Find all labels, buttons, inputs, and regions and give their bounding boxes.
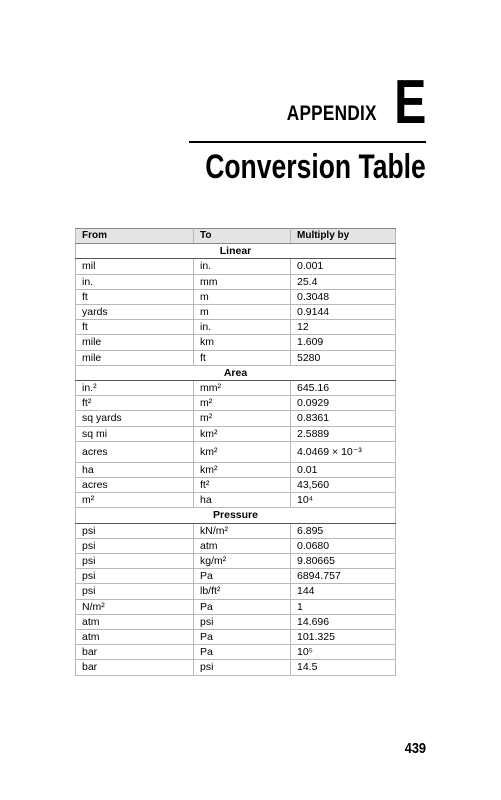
table-row	[76, 462, 396, 477]
cell-to: m	[194, 289, 291, 304]
appendix-heading	[267, 68, 426, 137]
section-title: Linear	[76, 244, 396, 259]
cell-multiply: 0.3048	[291, 289, 396, 304]
cell-multiply: 144	[291, 584, 396, 599]
cell-multiply: 43,560	[291, 478, 396, 493]
table-row	[76, 660, 396, 675]
table-row	[76, 381, 396, 396]
cell-multiply: 1	[291, 599, 396, 614]
table-header-row	[76, 229, 396, 244]
section-header-row	[76, 508, 396, 523]
cell-to: m²	[194, 396, 291, 411]
cell-from: psi	[76, 569, 194, 584]
table-row	[76, 569, 396, 584]
cell-multiply: 14.5	[291, 660, 396, 675]
table-row	[76, 645, 396, 660]
cell-to: Pa	[194, 630, 291, 645]
cell-to: km²	[194, 462, 291, 477]
cell-to: atm	[194, 538, 291, 553]
cell-multiply: 6.895	[291, 523, 396, 538]
table-row	[76, 259, 396, 274]
table-row	[76, 554, 396, 569]
cell-multiply: 6894.757	[291, 569, 396, 584]
cell-from: in.	[76, 274, 194, 289]
table-row	[76, 523, 396, 538]
cell-to: ft	[194, 350, 291, 365]
column-header-from: From	[76, 229, 194, 244]
cell-multiply: 0.001	[291, 259, 396, 274]
cell-from: ft	[76, 320, 194, 335]
cell-from: mile	[76, 335, 194, 350]
cell-multiply: 0.0680	[291, 538, 396, 553]
table-row	[76, 441, 396, 462]
page-title: Conversion Table	[205, 148, 426, 186]
cell-from: bar	[76, 660, 194, 675]
cell-from: atm	[76, 630, 194, 645]
cell-multiply: 1.609	[291, 335, 396, 350]
cell-to: m	[194, 305, 291, 320]
section-title: Area	[76, 365, 396, 380]
cell-from: sq yards	[76, 411, 194, 426]
cell-from: atm	[76, 614, 194, 629]
section-header-row	[76, 244, 396, 259]
table-row	[76, 584, 396, 599]
cell-to: km²	[194, 441, 291, 462]
cell-to: mm²	[194, 381, 291, 396]
cell-from: psi	[76, 584, 194, 599]
cell-multiply: 25.4	[291, 274, 396, 289]
table-row	[76, 289, 396, 304]
title-rule	[189, 141, 426, 143]
table-body	[76, 244, 396, 675]
section-header-row	[76, 365, 396, 380]
cell-from: ft²	[76, 396, 194, 411]
page-number: 439	[404, 740, 426, 757]
cell-multiply: 0.9144	[291, 305, 396, 320]
cell-to: km	[194, 335, 291, 350]
table-row	[76, 350, 396, 365]
cell-multiply: 10⁴	[291, 493, 396, 508]
table-row	[76, 614, 396, 629]
cell-multiply: 0.01	[291, 462, 396, 477]
table-row	[76, 411, 396, 426]
cell-to: in.	[194, 320, 291, 335]
cell-to: ha	[194, 493, 291, 508]
cell-from: mile	[76, 350, 194, 365]
cell-from: ft	[76, 289, 194, 304]
cell-multiply: 10⁵	[291, 645, 396, 660]
cell-multiply: 0.0929	[291, 396, 396, 411]
table-row	[76, 335, 396, 350]
cell-from: psi	[76, 523, 194, 538]
cell-to: Pa	[194, 645, 291, 660]
table-row	[76, 305, 396, 320]
cell-from: psi	[76, 554, 194, 569]
cell-from: bar	[76, 645, 194, 660]
cell-multiply: 14.696	[291, 614, 396, 629]
cell-multiply: 2.5889	[291, 426, 396, 441]
conversion-table	[75, 228, 396, 676]
cell-to: lb/ft²	[194, 584, 291, 599]
cell-from: m²	[76, 493, 194, 508]
cell-from: mil	[76, 259, 194, 274]
table-row	[76, 630, 396, 645]
cell-from: psi	[76, 538, 194, 553]
cell-from: yards	[76, 305, 194, 320]
cell-multiply: 4.0469 × 10⁻³	[291, 441, 396, 462]
cell-to: psi	[194, 660, 291, 675]
cell-from: in.²	[76, 381, 194, 396]
cell-multiply: 0.8361	[291, 411, 396, 426]
cell-to: kg/m²	[194, 554, 291, 569]
cell-to: ft²	[194, 478, 291, 493]
table-row	[76, 478, 396, 493]
cell-multiply: 12	[291, 320, 396, 335]
cell-to: Pa	[194, 569, 291, 584]
cell-from: acres	[76, 478, 194, 493]
cell-from: ha	[76, 462, 194, 477]
cell-multiply: 5280	[291, 350, 396, 365]
cell-from: sq mi	[76, 426, 194, 441]
appendix-label: APPENDIX	[286, 101, 377, 125]
cell-to: psi	[194, 614, 291, 629]
cell-multiply: 101.325	[291, 630, 396, 645]
cell-to: Pa	[194, 599, 291, 614]
section-title: Pressure	[76, 508, 396, 523]
cell-to: in.	[194, 259, 291, 274]
appendix-letter: E	[393, 68, 426, 137]
table-row	[76, 599, 396, 614]
column-header-multiply: Multiply by	[291, 229, 396, 244]
table-row	[76, 538, 396, 553]
cell-multiply: 9.80665	[291, 554, 396, 569]
cell-to: mm	[194, 274, 291, 289]
table-row	[76, 274, 396, 289]
table-row	[76, 320, 396, 335]
cell-to: m²	[194, 411, 291, 426]
cell-to: kN/m²	[194, 523, 291, 538]
column-header-to: To	[194, 229, 291, 244]
table-row	[76, 493, 396, 508]
cell-from: acres	[76, 441, 194, 462]
cell-multiply: 645.16	[291, 381, 396, 396]
cell-to: km²	[194, 426, 291, 441]
cell-from: N/m²	[76, 599, 194, 614]
table-row	[76, 426, 396, 441]
table-row	[76, 396, 396, 411]
